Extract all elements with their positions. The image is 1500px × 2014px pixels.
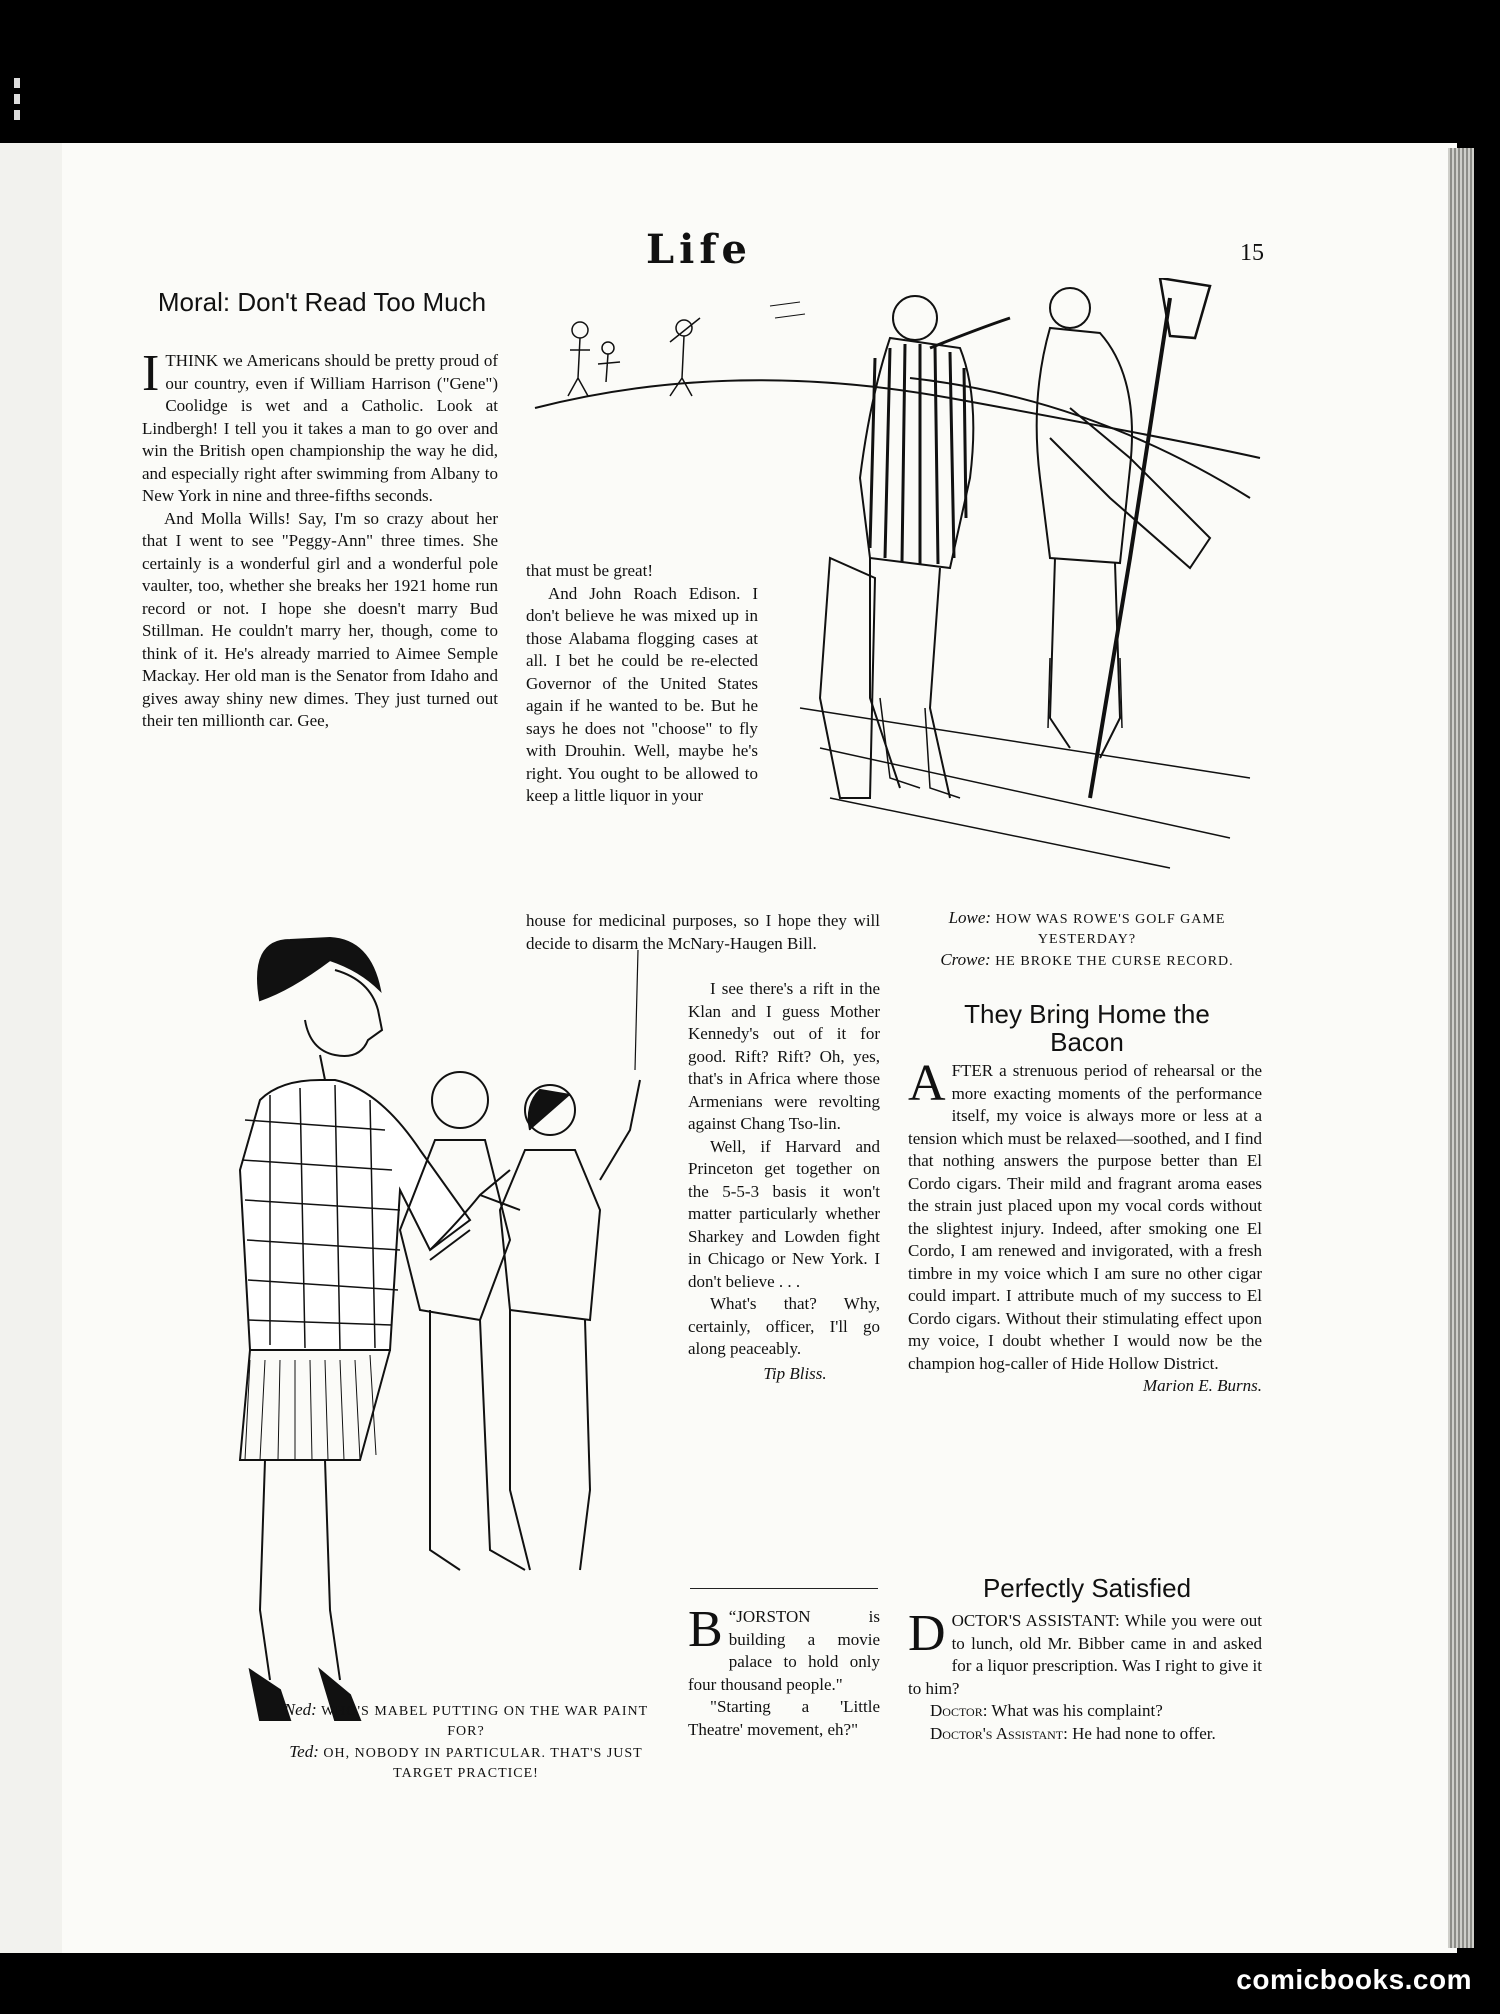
article-bacon [908,1055,1262,1398]
speaker: Ted: [289,1742,319,1761]
article-title: They Bring Home the Bacon [964,999,1210,1057]
golf-caption [908,908,1266,972]
drop-cap: D [908,1605,946,1662]
column-divider [690,1588,878,1589]
article-column-3 [688,978,880,1385]
speaker: Crowe: [940,950,991,969]
caption-text: HE BROKE THE CURSE RECORD. [995,954,1234,969]
caption-text: WHO'S MABEL PUTTING ON THE WAR PAINT FOR? [321,1704,649,1739]
speaker: Lowe: [948,908,992,927]
page-number: 15 [1240,240,1264,266]
binding-marks [14,72,34,142]
drop-cap: A [908,1055,946,1112]
speaker: Ned: [283,1700,317,1719]
flapper-caption [270,1700,662,1784]
flapper-cartoon [130,930,660,1770]
caption-text: HOW WAS ROWE'S GOLF GAME YESTERDAY? [995,912,1226,947]
article-title: Moral: Don't Read Too Much [157,287,487,317]
paragraph: THINK we Americans should be pretty proud of our country, even if William Harrison ("Gene") Coolidge is wet and a Catholic. Look at Lindbergh! I tell you it takes a man to go over and win the British open championship the way he did, and especially right after swimming from Albany to New York in nine and three-fifths seconds. [142,351,498,505]
paragraph: What was his complaint? [991,1701,1163,1720]
label: Doctor: [930,1701,988,1720]
paragraph: Well, if Harvard and Princeton get together on the 5-5-3 basis it won't matter particularly whether Sharkey and Lowden fight in Chicago or New York. I don't believe . . . [688,1136,880,1291]
drop-cap: I [142,345,160,402]
article-satisfied [908,1605,1262,1745]
paragraph: JORSTON is building a movie palace to hold only four thousand people." [688,1607,880,1694]
page-edge [1448,148,1474,1948]
left-page-binding [0,143,66,1953]
article-bjorston: “ B JORSTON is building a movie palace to hold only four thousand people." "Starting a 'Little Theatre' movement, eh?" [688,1606,880,1741]
masthead: Life [646,226,752,273]
drop-cap: B [688,1601,723,1658]
paragraph: While you were out to lunch, old Mr. Bibber came in and asked for a liquor prescription. Was I right to give it to him? [908,1611,1262,1698]
paragraph: And John Roach Edison. I don't believe he was mixed up in those Alabama flogging cases at all. I bet he could be re-elected Governor of the United States again if he wanted to be. But he says he does not "choose" to fly with Drouhin. Well, maybe he's right. You ought to be allowed to keep a little liquor in your [526,583,758,805]
paragraph: I see there's a rift in the Klan and I guess Mother Kennedy's out of it for good. Rift? Rift? Oh, yes, that's in Africa where those Armenians were revolting against Chang Tso-lin. [688,979,880,1133]
paragraph: He had none to offer. [1072,1723,1216,1743]
paragraph: FTER a strenuous period of rehearsal or the more exacting moments of the performance itself, my voice is always more or less at a tension which must be relaxed—soothed, and I find that nothing answers the purpose better than El Cordo cigars. Their mild and fragrant aroma eases the strain just placed upon my vocal cords without the slightest injury. Indeed, after smoking one El Cordo, I am renewed and invigorated, with a fresh timbre in my voice which I am sure no other cigar could impart. I attribute much of my success to El Cordo cigars. Without their stimulating effect upon my voice, I doubt whether I would now be the champion hog-caller of Hide Hollow District. [908,1061,1262,1373]
signature: Tip Bliss. [763,1363,827,1383]
watermark: comicbooks.com [1236,1964,1472,1995]
label: Doctor's Assistant: [930,1723,1068,1743]
paragraph: that must be great! [526,561,653,580]
caption-text: OH, NOBODY IN PARTICULAR. THAT'S JUST TARGET PRACTICE! [323,1746,643,1781]
golf-cartoon [530,278,1270,878]
article-column-1 [142,345,498,733]
signature: Marion E. Burns. [1143,1376,1262,1395]
article-title: Perfectly Satisfied [982,1573,1192,1603]
paragraph: And Molla Wills! Say, I'm so crazy about her that I went to see "Peggy-Ann" three times. She certainly is a wonderful girl and a wonderful pole vaulter, too, whether she breaks her 1921 home run record or not. I hope she doesn't marry Bud Stillman. He couldn't marry her, though, come to think of it. He's already married to Aimee Semple Mackay. Her old man is the Senator from Idaho and gives away shiny new dimes. They just turned out their ten millionth car. Gee, [142,508,498,730]
paragraph: "Starting a 'Little Theatre' movement, eh?" [688,1697,880,1739]
paragraph: house for medicinal purposes, so I hope they will decide to disarm the McNary-Haugen Bill. [526,911,880,953]
label: OCTOR'S ASSISTANT: [951,1611,1120,1630]
paragraph: What's that? Why, certainly, officer, I'll go along peaceably. [688,1294,880,1358]
